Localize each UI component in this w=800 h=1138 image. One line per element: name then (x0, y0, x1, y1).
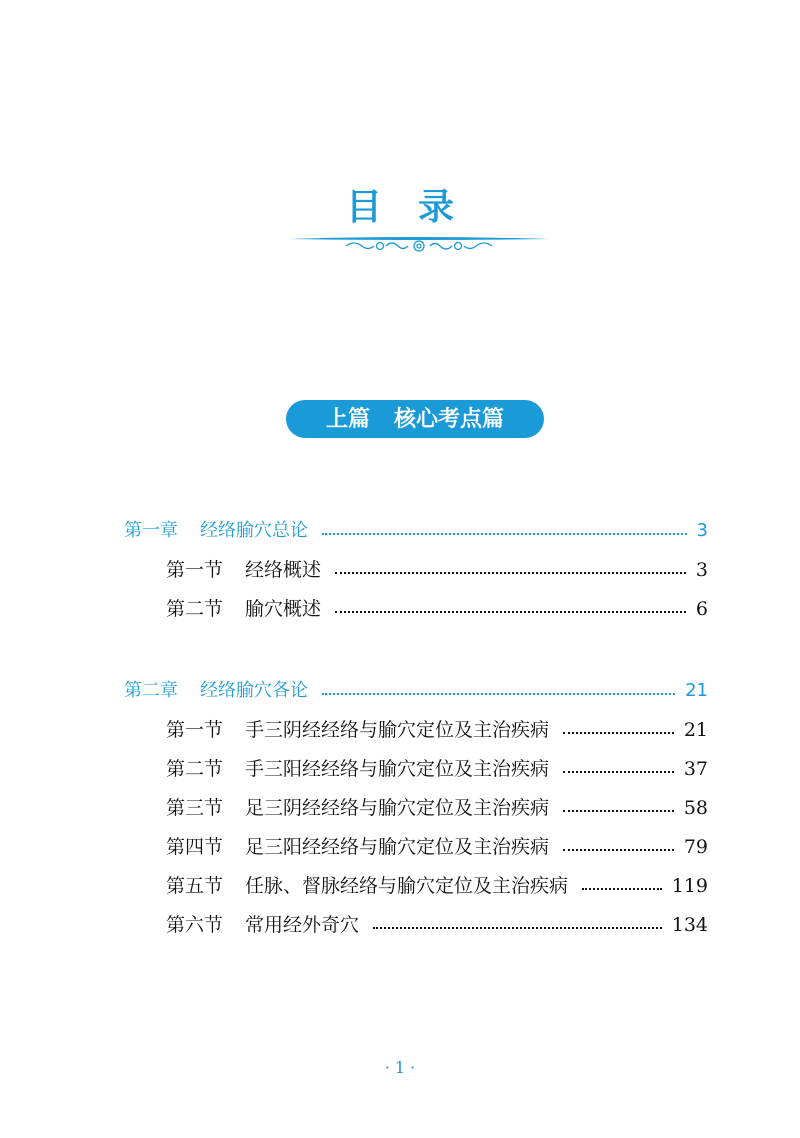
section-title: 经络概述 (245, 559, 322, 581)
toc-section-1-1[interactable] (166, 555, 708, 585)
section-page: 119 (671, 875, 708, 897)
dot-leader (563, 849, 674, 851)
dot-leader (563, 810, 674, 812)
toc-chapter-1[interactable] (124, 516, 708, 546)
dot-leader (322, 533, 687, 535)
section-number: 第一节 (166, 719, 224, 741)
section-page: 6 (695, 598, 708, 620)
section-title: 手三阴经经络与腧穴定位及主治疾病 (245, 719, 550, 741)
part-banner (286, 400, 544, 438)
chapter-page: 3 (696, 520, 708, 541)
title-ornament (286, 232, 552, 254)
toc-chapter-2[interactable] (124, 676, 708, 706)
chapter-title: 经络腧穴各论 (200, 680, 308, 701)
chapter-number: 第一章 (124, 520, 178, 541)
section-title: 腧穴概述 (245, 598, 322, 620)
part-name: 核心考点篇 (394, 406, 505, 432)
section-title: 任脉、督脉经络与腧穴定位及主治疾病 (245, 875, 569, 897)
section-title: 手三阳经经络与腧穴定位及主治疾病 (245, 758, 550, 780)
section-number: 第四节 (166, 836, 224, 858)
section-title: 足三阳经经络与腧穴定位及主治疾病 (245, 836, 550, 858)
section-page: 21 (683, 719, 708, 741)
dot-leader (322, 693, 675, 695)
dot-leader (335, 611, 686, 613)
toc-section-2-1[interactable] (166, 715, 708, 745)
section-number: 第二节 (166, 598, 224, 620)
toc-section-2-6[interactable] (166, 910, 708, 940)
toc-section-2-2[interactable] (166, 754, 708, 784)
dot-leader (335, 572, 686, 574)
section-number: 第六节 (166, 914, 224, 936)
section-title: 常用经外奇穴 (245, 914, 360, 936)
dot-leader (563, 732, 674, 734)
toc-section-2-3[interactable] (166, 793, 708, 823)
section-page: 3 (695, 559, 708, 581)
section-title: 足三阴经经络与腧穴定位及主治疾病 (245, 797, 550, 819)
chapter-title: 经络腧穴总论 (200, 520, 308, 541)
section-number: 第五节 (166, 875, 224, 897)
section-page: 79 (683, 836, 708, 858)
part-label: 上篇 (325, 406, 370, 432)
toc-section-2-4[interactable] (166, 832, 708, 862)
section-number: 第三节 (166, 797, 224, 819)
page-title: 目录 (345, 186, 490, 228)
chapter-page: 21 (685, 680, 708, 701)
toc-section-2-5[interactable] (166, 871, 708, 901)
dot-leader (563, 771, 674, 773)
page-number: · 1 · (384, 1058, 416, 1077)
section-number: 第二节 (166, 758, 224, 780)
section-number: 第一节 (166, 559, 224, 581)
section-page: 37 (683, 758, 708, 780)
dot-leader (373, 927, 662, 929)
section-page: 134 (671, 914, 708, 936)
toc-section-1-2[interactable] (166, 594, 708, 624)
dot-leader (582, 888, 662, 890)
chapter-number: 第二章 (124, 680, 178, 701)
section-page: 58 (683, 797, 708, 819)
